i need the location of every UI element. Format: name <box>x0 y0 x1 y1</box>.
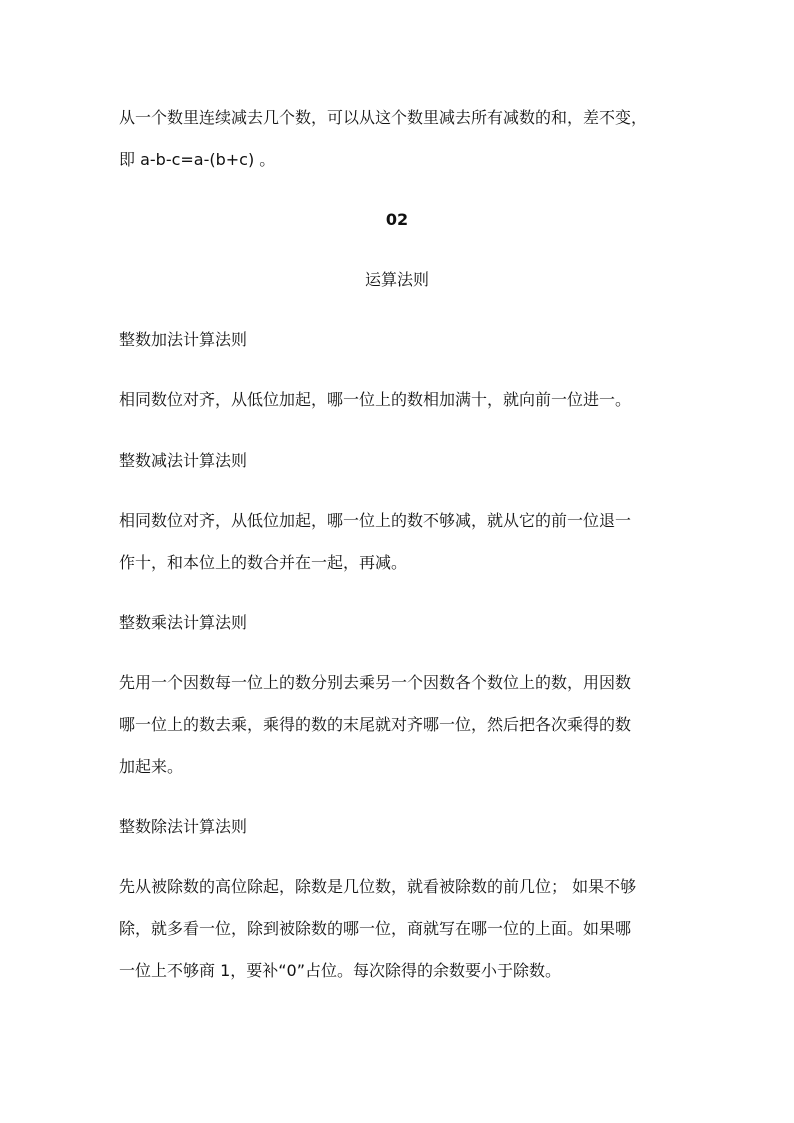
intro-line-1: 从一个数里连续减去几个数，可以从这个数里减去所有减数的和，差不变， <box>119 108 648 127</box>
rule-text-addition-line-1: 相同数位对齐，从低位加起，哪一位上的数相加满十，就向前一位进一。 <box>119 390 632 409</box>
rule-text-subtraction-line-2: 作十，和本位上的数合并在一起，再减。 <box>119 553 408 572</box>
rule-text-multiplication-line-1: 先用一个因数每一位上的数分别去乘另一个因数各个数位上的数，用因数 <box>119 673 632 692</box>
section-number: 02 <box>385 210 409 229</box>
rule-text-multiplication-line-3: 加起来。 <box>119 757 184 776</box>
section-title: 运算法则 <box>364 270 429 289</box>
rule-text-multiplication-line-2: 哪一位上的数去乘，乘得的数的末尾就对齐哪一位，然后把各次乘得的数 <box>119 715 632 734</box>
rule-text-division-line-2: 除，就多看一位，除到被除数的哪一位，商就写在哪一位的上面。如果哪 <box>119 919 632 938</box>
rule-text-division-line-3: 一位上不够商 1，要补“0”占位。每次除得的余数要小于除数。 <box>119 961 562 980</box>
rule-heading-addition: 整数加法计算法则 <box>119 330 248 349</box>
intro-line-2: 即 a-b-c=a-(b+c) 。 <box>119 150 276 169</box>
rule-text-subtraction-line-1: 相同数位对齐，从低位加起，哪一位上的数不够减，就从它的前一位退一 <box>119 511 632 530</box>
rule-heading-division: 整数除法计算法则 <box>119 817 248 836</box>
rule-text-division-line-1: 先从被除数的高位除起，除数是几位数，就看被除数的前几位； 如果不够 <box>119 877 637 896</box>
rule-heading-subtraction: 整数减法计算法则 <box>119 451 248 470</box>
rule-heading-multiplication: 整数乘法计算法则 <box>119 613 248 632</box>
